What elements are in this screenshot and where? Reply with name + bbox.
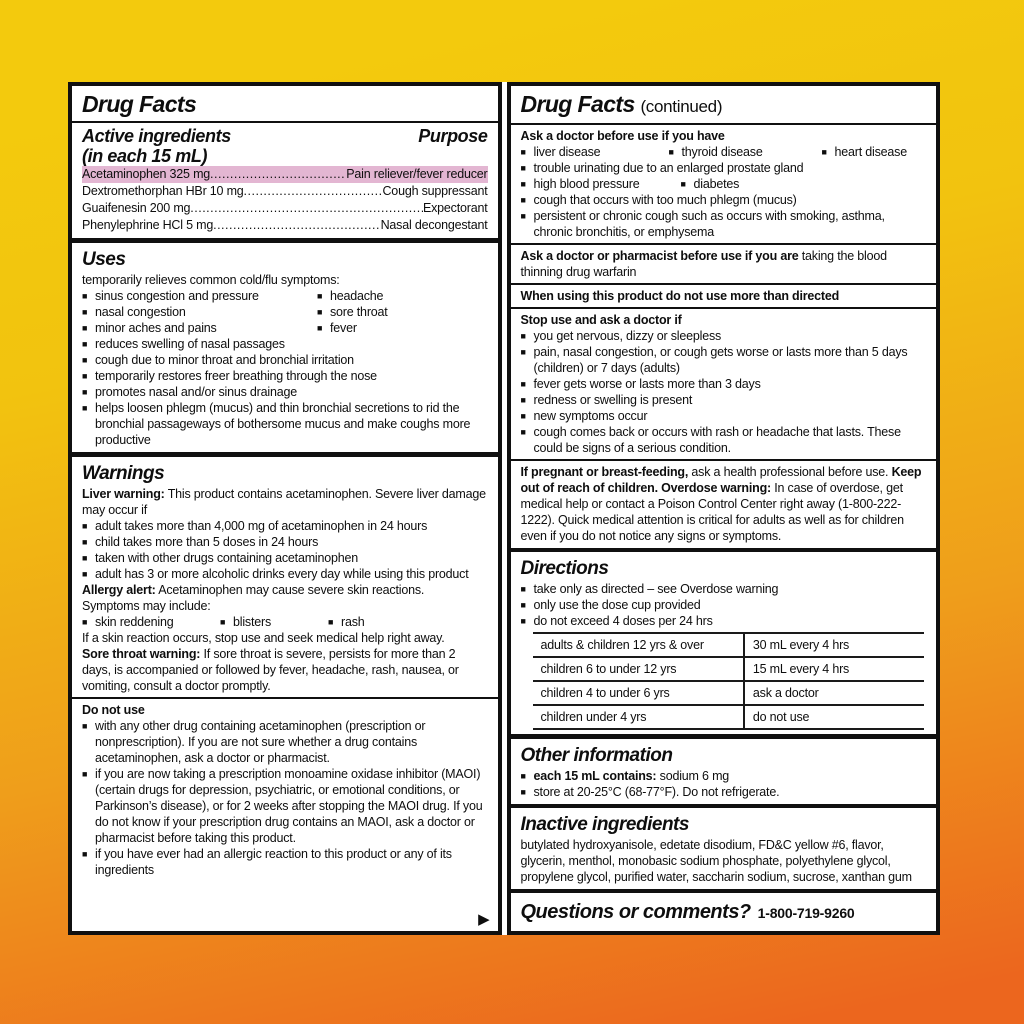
uses-bullet-pair: ■ sinus congestion and pressure ■ headache — [82, 288, 488, 304]
stop-use-bullet: ■ you get nervous, dizzy or sleepless — [521, 328, 927, 344]
ask-pharmacist-note: Ask a doctor or pharmacist before use if you are taking the blood thinning drug warfarin — [520, 249, 887, 279]
inactive-ingredients-text: butylated hydroxyanisole, edetate disodium, FD&C yellow #6, flavor, glycerin, menthol, monobasic sodium phosphate, polyethylene glycol, propylene glycol, purified water, saccharin sodium, sucrose, xanthan gum — [520, 837, 912, 884]
liver-bullet: ■ taken with other drugs containing acetaminophen — [82, 550, 488, 566]
ask-doctor-list — [521, 192, 927, 240]
liver-warning: Liver warning: This product contains acetaminophen. Severe liver damage may occur if — [82, 487, 486, 517]
directions-bullet: ■ only use the dose cup provided — [521, 597, 927, 613]
storage-note: ■ store at 20-25°C (68-77°F). Do not refrigerate. — [521, 784, 927, 800]
do-not-use-bullet: ■ if you are now taking a prescription monoamine oxidase inhibitor (MAOI) (certain drugs for depression, psychiatric, or emotional conditions, or Parkinson’s disease), or for 2 weeks after stopping the MAOI drug. If you do not know if your prescription drug contains an MAOI, ask a doctor or pharmacist before taking this product. — [82, 766, 488, 846]
ingredient-purpose: Nasal decongestant — [380, 218, 488, 232]
liver-bullet: ■ adult takes more than 4,000 mg of acetaminophen in 24 hours — [82, 518, 488, 534]
uses-bullet: ■ reduces swelling of nasal passages — [82, 336, 488, 352]
purpose-label: Purpose — [418, 126, 488, 146]
ask-doctor-list — [521, 160, 927, 176]
divider — [72, 121, 498, 123]
stop-use-bullet: ■ cough comes back or occurs with rash or headache that lasts. These could be signs of a serious condition. — [521, 424, 927, 456]
section-divider — [511, 889, 937, 893]
dot-leader — [244, 183, 383, 200]
dosage-amount: 15 mL every 4 hrs — [744, 657, 924, 681]
dosage-table — [533, 632, 925, 730]
skin-reaction-note: If a skin reaction occurs, stop use and seek medical help right away. — [82, 631, 445, 645]
other-information-title: Other information — [520, 744, 673, 766]
directions-bullet: ■ take only as directed – see Overdose warning — [521, 581, 927, 597]
uses-bullet: ■ promotes nasal and/or sinus drainage — [82, 384, 488, 400]
questions-section — [521, 899, 927, 925]
divider — [511, 243, 937, 245]
directions-title: Directions — [520, 558, 609, 580]
inactive-ingredients-title: Inactive ingredients — [520, 813, 689, 835]
pregnancy-overdose-note: If pregnant or breast-feeding, ask a health professional before use. Keep out of reach of children. Overdose warning: In case of overdose, get medical help or contact a Poison Control Center right away (1-800-222-1222). Quick medical attention is critical for adults as well as for children even if you do not notice any signs or symptoms. — [520, 465, 922, 543]
uses-bullet-pair: ■ minor aches and pains ■ fever — [82, 320, 488, 336]
stop-use-bullet: ■ fever gets worse or lasts more than 3 days — [521, 376, 927, 392]
warnings-title: Warnings — [82, 463, 165, 484]
dosage-row — [533, 657, 925, 681]
ask-doctor-bullet: ■ trouble urinating due to an enlarged prostate gland — [521, 160, 927, 176]
directions-list — [521, 581, 927, 629]
active-ingredients-header — [82, 126, 488, 166]
dosage-row — [533, 705, 925, 729]
dot-leader — [213, 217, 381, 234]
do-not-use-bullet: ■ if you have ever had an allergic reaction to this product or any of its ingredients — [82, 846, 488, 878]
ask-doctor-bullet: ■ persistent or chronic cough such as occurs with smoking, asthma, chronic bronchitis, or emphysema — [521, 208, 927, 240]
stop-use-list — [521, 328, 927, 456]
questions-title: Questions or comments? — [520, 901, 751, 923]
divider — [511, 123, 937, 125]
allergy-alert: Allergy alert: Acetaminophen may cause severe skin reactions. — [82, 583, 425, 597]
dosage-row — [533, 681, 925, 705]
sodium-content: ■ each 15 mL contains: sodium 6 mg — [521, 768, 927, 784]
liver-bullet: ■ child takes more than 5 doses in 24 hours — [82, 534, 488, 550]
ask-doctor-row: ■ liver disease ■ thyroid disease ■ heart disease — [521, 144, 927, 160]
liver-bullet: ■ adult has 3 or more alcoholic drinks every day while using this product — [82, 566, 488, 582]
do-not-use-list — [82, 718, 488, 878]
uses-bullet-list — [82, 336, 488, 448]
uses-bullet-pair: ■ nasal congestion ■ sore throat — [82, 304, 488, 320]
uses-bullet: ■ temporarily restores freer breathing through the nose — [82, 368, 488, 384]
ingredient-name: Dextromethorphan HBr 10 mg — [82, 184, 244, 198]
ask-doctor-row: ■ high blood pressure ■ diabetes — [521, 176, 927, 192]
divider — [72, 697, 498, 699]
uses-bullet: ■ cough due to minor throat and bronchial irritation — [82, 352, 488, 368]
stop-use-bullet: ■ new symptoms occur — [521, 408, 927, 424]
stop-use-bullet: ■ pain, nasal congestion, or cough gets worse or lasts more than 5 days (children) or 7 days (adults) — [521, 344, 927, 376]
ingredient-purpose: Expectorant — [422, 201, 488, 215]
other-information-list — [521, 768, 927, 800]
drug-facts-continued-title: Drug Facts (continued) — [520, 91, 723, 117]
divider — [511, 459, 937, 461]
stop-use-bullet: ■ redness or swelling is present — [521, 392, 927, 408]
dosage-age-group: adults & children 12 yrs & over — [533, 633, 744, 657]
divider — [511, 283, 937, 285]
ingredient-row — [82, 200, 488, 217]
dosage-age-group: children 6 to under 12 yrs — [533, 657, 744, 681]
ingredient-purpose: Pain reliever/fever reducer — [346, 167, 488, 181]
dot-leader — [210, 166, 346, 183]
section-divider — [72, 452, 498, 457]
active-ingredients-heading: Active ingredients (in each 15 mL) — [82, 126, 231, 166]
when-using-note: When using this product do not use more than directed — [520, 289, 840, 303]
symptoms-intro: Symptoms may include: — [82, 599, 211, 613]
sore-throat-warning: Sore throat warning: If sore throat is severe, persists for more than 2 days, is accompanied or followed by fever, headache, rash, nausea, or vomiting, consult a doctor promptly. — [82, 647, 459, 693]
ingredient-purpose: Cough suppressant — [382, 184, 488, 198]
ask-doctor-heading: Ask a doctor before use if you have — [520, 129, 725, 143]
dosage-age-group: children under 4 yrs — [533, 705, 744, 729]
do-not-use-heading: Do not use — [82, 703, 145, 717]
dosage-age-group: children 4 to under 6 yrs — [533, 681, 744, 705]
dosage-row — [533, 633, 925, 657]
continued-arrow-icon: ▶ — [478, 911, 490, 928]
section-divider — [511, 804, 937, 808]
stop-use-heading: Stop use and ask a doctor if — [520, 313, 682, 327]
dot-leader — [190, 200, 423, 217]
liver-warning-list — [82, 518, 488, 582]
uses-intro: temporarily relieves common cold/flu symptoms: — [82, 273, 340, 287]
uses-bullet: ■ helps loosen phlegm (mucus) and thin bronchial secretions to rid the bronchial passageways of bothersome mucus and make coughs more productive — [82, 400, 488, 448]
drug-facts-right-panel — [507, 82, 941, 935]
dosage-amount: 30 mL every 4 hrs — [744, 633, 924, 657]
section-divider — [72, 238, 498, 243]
ingredient-row — [82, 217, 488, 234]
drug-facts-title: Drug Facts — [82, 91, 197, 117]
drug-facts-label — [68, 82, 940, 935]
questions-phone: 1-800-719-9260 — [757, 905, 855, 921]
dosage-amount: ask a doctor — [744, 681, 924, 705]
ingredient-name: Acetaminophen 325 mg — [82, 167, 211, 181]
uses-title: Uses — [82, 249, 126, 270]
directions-bullet: ■ do not exceed 4 doses per 24 hrs — [521, 613, 927, 629]
ask-doctor-bullet: ■ cough that occurs with too much phlegm (mucus) — [521, 192, 927, 208]
symptom-bullets: ■ skin reddening ■ blisters ■ rash — [82, 614, 488, 630]
section-divider — [511, 548, 937, 552]
ingredient-row — [82, 183, 488, 200]
divider — [511, 307, 937, 309]
section-divider — [511, 734, 937, 738]
do-not-use-bullet: ■ with any other drug containing acetaminophen (prescription or nonprescription). If you are not sure whether a drug contains acetaminophen, ask a doctor or pharmacist. — [82, 718, 488, 766]
drug-facts-left-panel — [68, 82, 502, 935]
dosage-amount: do not use — [744, 705, 924, 729]
ingredient-row — [82, 166, 488, 183]
ingredient-name: Phenylephrine HCl 5 mg — [82, 218, 214, 232]
ingredient-name: Guaifenesin 200 mg — [82, 201, 191, 215]
